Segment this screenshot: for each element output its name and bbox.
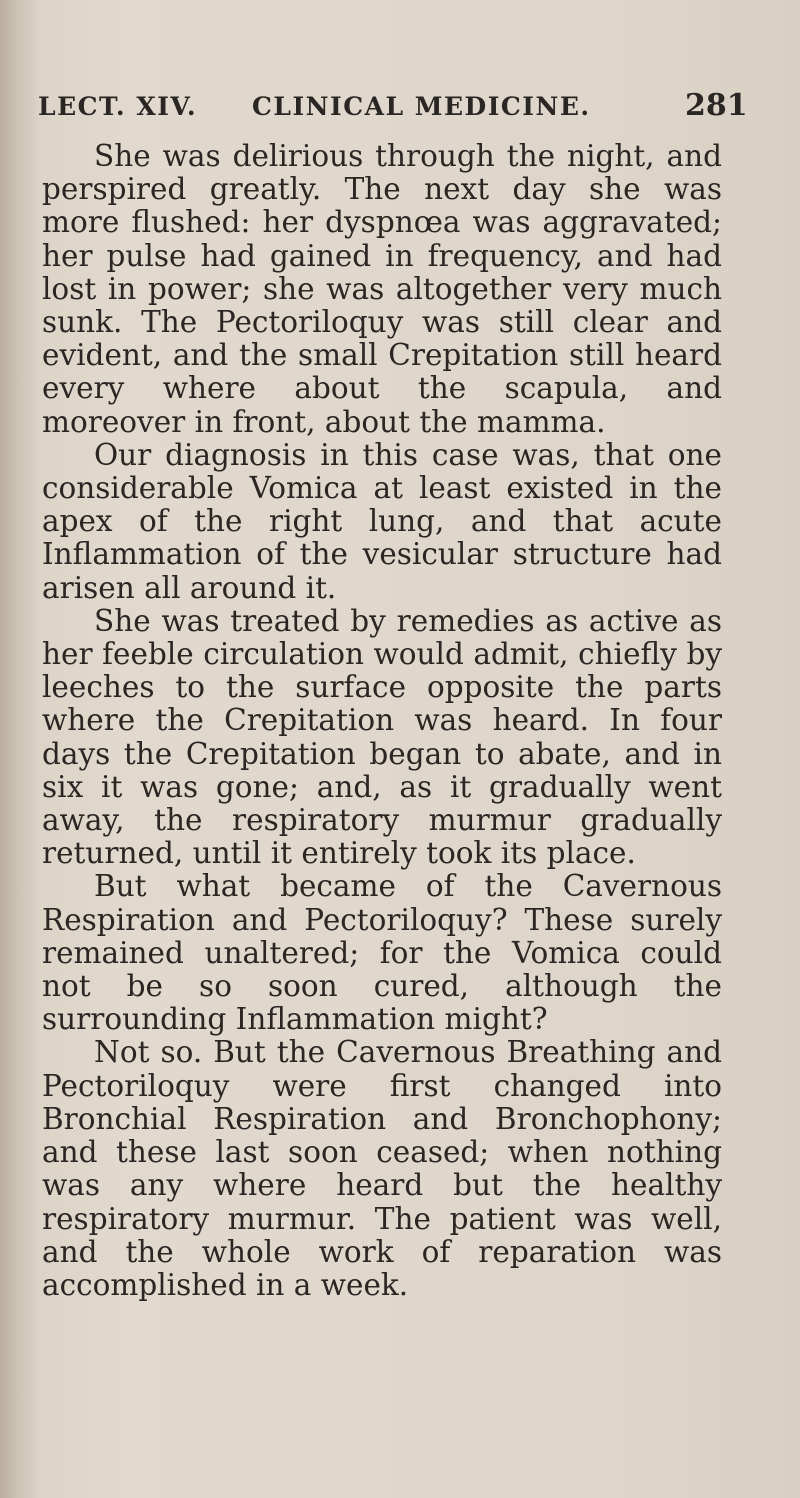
running-title: CLINICAL MEDICINE. bbox=[252, 92, 591, 121]
running-header bbox=[38, 88, 758, 132]
body-text bbox=[42, 140, 722, 1302]
paragraph: Our diagnosis in this case was, that one considerable Vomica at least existed in the apex of the right lung, and that acute Inflammation of the vesicular structure had arisen all around it. bbox=[42, 437, 722, 605]
paragraph: Not so. But the Cavernous Breathing and Pectoriloquy were first changed into Bronchial Respiration and Bronchophony; and these last soon ceased; when nothing was any where heard but the healthy respiratory murmur. The patient was well, and the whole work of reparation was accomplished in a week. bbox=[42, 1035, 722, 1302]
page-edge-shadow bbox=[0, 0, 38, 1498]
paragraph: She was treated by remedies as active as her feeble circulation would admit, chiefly by leeches to the surface opposite the parts where the Crepitation was heard. In four days the Crepitation began to abate, and in six it was gone; and, as it gradually went away, the respiratory murmur gradually returned, until it entirely took its place. bbox=[42, 603, 722, 871]
lecture-number: LECT. XIV. bbox=[38, 92, 198, 121]
paragraph: But what became of the Cavernous Respiration and Pectoriloquy? These surely remained unaltered; for the Vomica could not be so soon cured, although the surrounding Inflammation might? bbox=[42, 869, 722, 1037]
page-number: 281 bbox=[685, 88, 748, 123]
paragraph: She was delirious through the night, and perspired greatly. The next day she was more flushed: her dyspnœa was aggravated; her pulse had gained in frequency, and had lost in power; she was altogether very much sunk. The Pectoriloquy was still clear and evident, and the small Crepitation still heard every where about the scapula, and moreover in front, about the mamma. bbox=[42, 139, 722, 439]
